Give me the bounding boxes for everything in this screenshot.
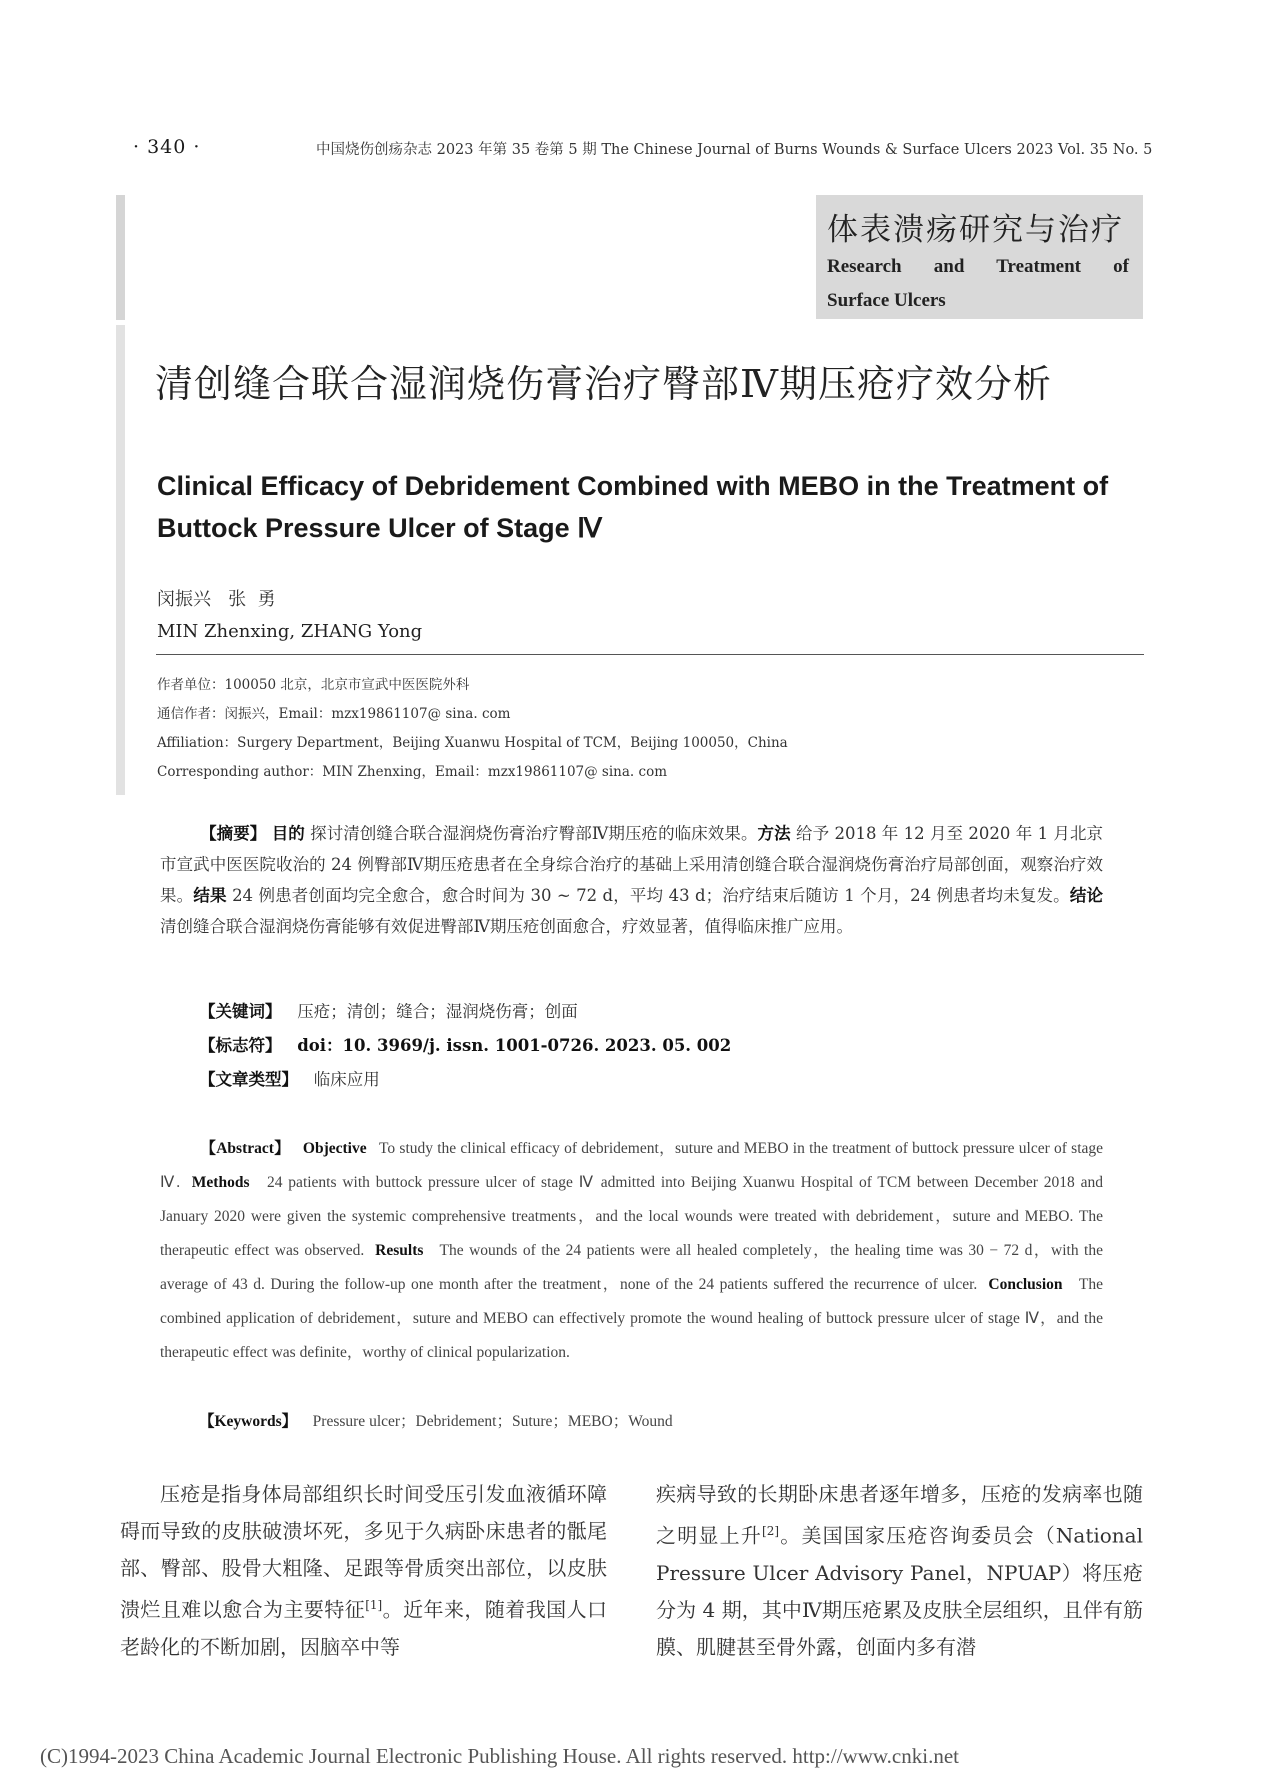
body-right-text: 疾病导致的长期卧床患者逐年增多，压疮的发病率也随之明显上升 [656,1482,1143,1548]
column-title-en-line1: Research and Treatment of [827,256,1129,277]
methods-label-cn: 方法 [757,824,791,843]
affiliation-cn: 作者单位：100050 北京，北京市宣武中医医院外科 [157,677,470,693]
keywords-en-row [199,1409,673,1431]
keywords-cn-row [199,998,578,1022]
article-type-label: 【文章类型】 [199,1070,298,1089]
abstract-en [160,1132,1103,1370]
objective-label-cn: 目的 [271,824,305,843]
objective-cn: 探讨清创缝合联合湿润烧伤膏治疗臀部Ⅳ期压疮的临床效果。 [310,824,758,843]
abstract-cn [160,818,1103,942]
conclusion-en: The combined application of debridement，suture and MEBO can effectively promote the wound healing of buttock pressure ulcer of stage Ⅳ，and the therapeutic effect was definite，worthy of clinical popularization. [160,1276,1103,1361]
methods-label-en: Methods [191,1174,250,1191]
running-title: 中国烧伤创疡杂志 2023 年第 35 卷第 5 期 The Chinese Journal of Burns Wounds & Surface Ulcers 2023 Vol. 35 No. 5 [316,142,1153,158]
objective-en: To study the clinical efficacy of debridement，suture and MEBO in the treatment of buttock pressure ulcer of stage Ⅳ. [160,1140,1104,1191]
article-type-row [199,1066,380,1090]
methods-cn: 给予 2018 年 12 月至 2020 年 1 月北京市宣武中医医院收治的 24 例臀部Ⅳ期压疮患者在全身综合治疗的基础上采用清创缝合联合湿润烧伤膏治疗局部创面，观察治疗效果。 [160,824,1104,905]
copyright-footer: (C)1994-2023 China Academic Journal Electronic Publishing House. All rights reserved. http://www.cnki.net [40,1744,959,1768]
doi-value: doi：10. 3969/j. issn. 1001-0726. 2023. 05. 002 [297,1036,732,1055]
authors-cn: 闵振兴 张 勇 [157,589,276,610]
keywords-cn: 压疮；清创；缝合；湿润烧伤膏；创面 [297,1002,578,1021]
corresponding-author-cn: 通信作者：闵振兴，Email：mzx19861107@ sina. com [157,706,511,722]
affiliation-en: Affiliation：Surgery Department，Beijing Xuanwu Hospital of TCM，Beijing 100050，China [157,735,788,751]
body-column-left [120,1476,607,1666]
article-title-cn: 清创缝合联合湿润烧伤膏治疗臀部Ⅳ期压疮疗效分析 [155,362,1052,406]
body-left-text: 压疮是指身体局部组织长时间受压引发血液循环障碍而导致的皮肤破溃坏死，多见于久病卧床患者的骶尾部、臀部、股骨大粗隆、足跟等骨质突出部位，以皮肤溃烂且难以愈合为主要特征 [120,1482,607,1622]
body-column-right [656,1476,1143,1666]
citation-1: [1] [365,1598,383,1612]
keywords-cn-label: 【关键词】 [199,1002,282,1021]
keywords-en: Pressure ulcer；Debridement；Suture；MEBO；Wound [312,1413,673,1430]
side-bar-top [116,195,125,320]
authors-en: MIN Zhenxing, ZHANG Yong [157,621,423,642]
doi-row [199,1032,731,1056]
methods-en: 24 patients with buttock pressure ulcer of stage Ⅳ admitted into Beijing Xuanwu Hospital of TCM between December 2018 and January 2020 were given the systemic comprehensive treatments，and the local wounds were treated with debridement，suture and MEBO. The therapeutic effect was observed. [160,1174,1104,1259]
side-bar-bottom [116,325,125,795]
results-cn: 24 例患者创面均完全愈合，愈合时间为 30 ~ 72 d，平均 43 d；治疗结束后随访 1 个月，24 例患者均未复发。 [232,886,1070,905]
results-label-cn: 结果 [193,886,227,905]
citation-2: [2] [762,1524,780,1538]
abstract-en-label: 【Abstract】 [200,1140,291,1157]
article-title-en: Clinical Efficacy of Debridement Combined with MEBO in the Treatment of Buttock Pressure Ulcer of Stage Ⅳ [157,471,1109,543]
abstract-cn-label: 【摘要】 [200,824,267,843]
article-type: 临床应用 [313,1070,380,1089]
column-title-en-line2: Surface Ulcers [827,290,946,311]
divider-rule [156,654,1144,655]
body-left-text-2: 。近年来，随着我国人口老龄化的不断加剧，因脑卒中等 [120,1597,608,1659]
doi-label: 【标志符】 [199,1036,282,1055]
body-right-text-2: 。美国国家压疮咨询委员会（National Pressure Ulcer Advisory Panel，NPUAP）将压疮分为 4 期，其中Ⅳ期压疮累及皮肤全层组织，且伴有筋膜、肌腱甚至骨外露，创面内多有潜 [656,1523,1143,1659]
results-label-en: Results [375,1242,424,1259]
column-title-cn: 体表溃疡研究与治疗 [827,212,1124,248]
keywords-en-label: 【Keywords】 [199,1413,298,1430]
conclusion-label-en: Conclusion [988,1276,1063,1293]
conclusion-cn: 清创缝合联合湿润烧伤膏能够有效促进臀部Ⅳ期压疮创面愈合，疗效显著，值得临床推广应用。 [160,917,853,936]
conclusion-label-cn: 结论 [1069,886,1104,905]
corresponding-author-en: Corresponding author：MIN Zhenxing，Email：mzx19861107@ sina. com [157,764,667,780]
objective-label-en: Objective [302,1140,367,1157]
results-en: The wounds of the 24 patients were all healed completely，the healing time was 30 − 72 d，with the average of 43 d. During the follow-up one month after the treatment，none of the 24 patients suffered the recurrence of ulcer. [160,1242,1103,1293]
page-number: · 340 · [133,136,201,158]
